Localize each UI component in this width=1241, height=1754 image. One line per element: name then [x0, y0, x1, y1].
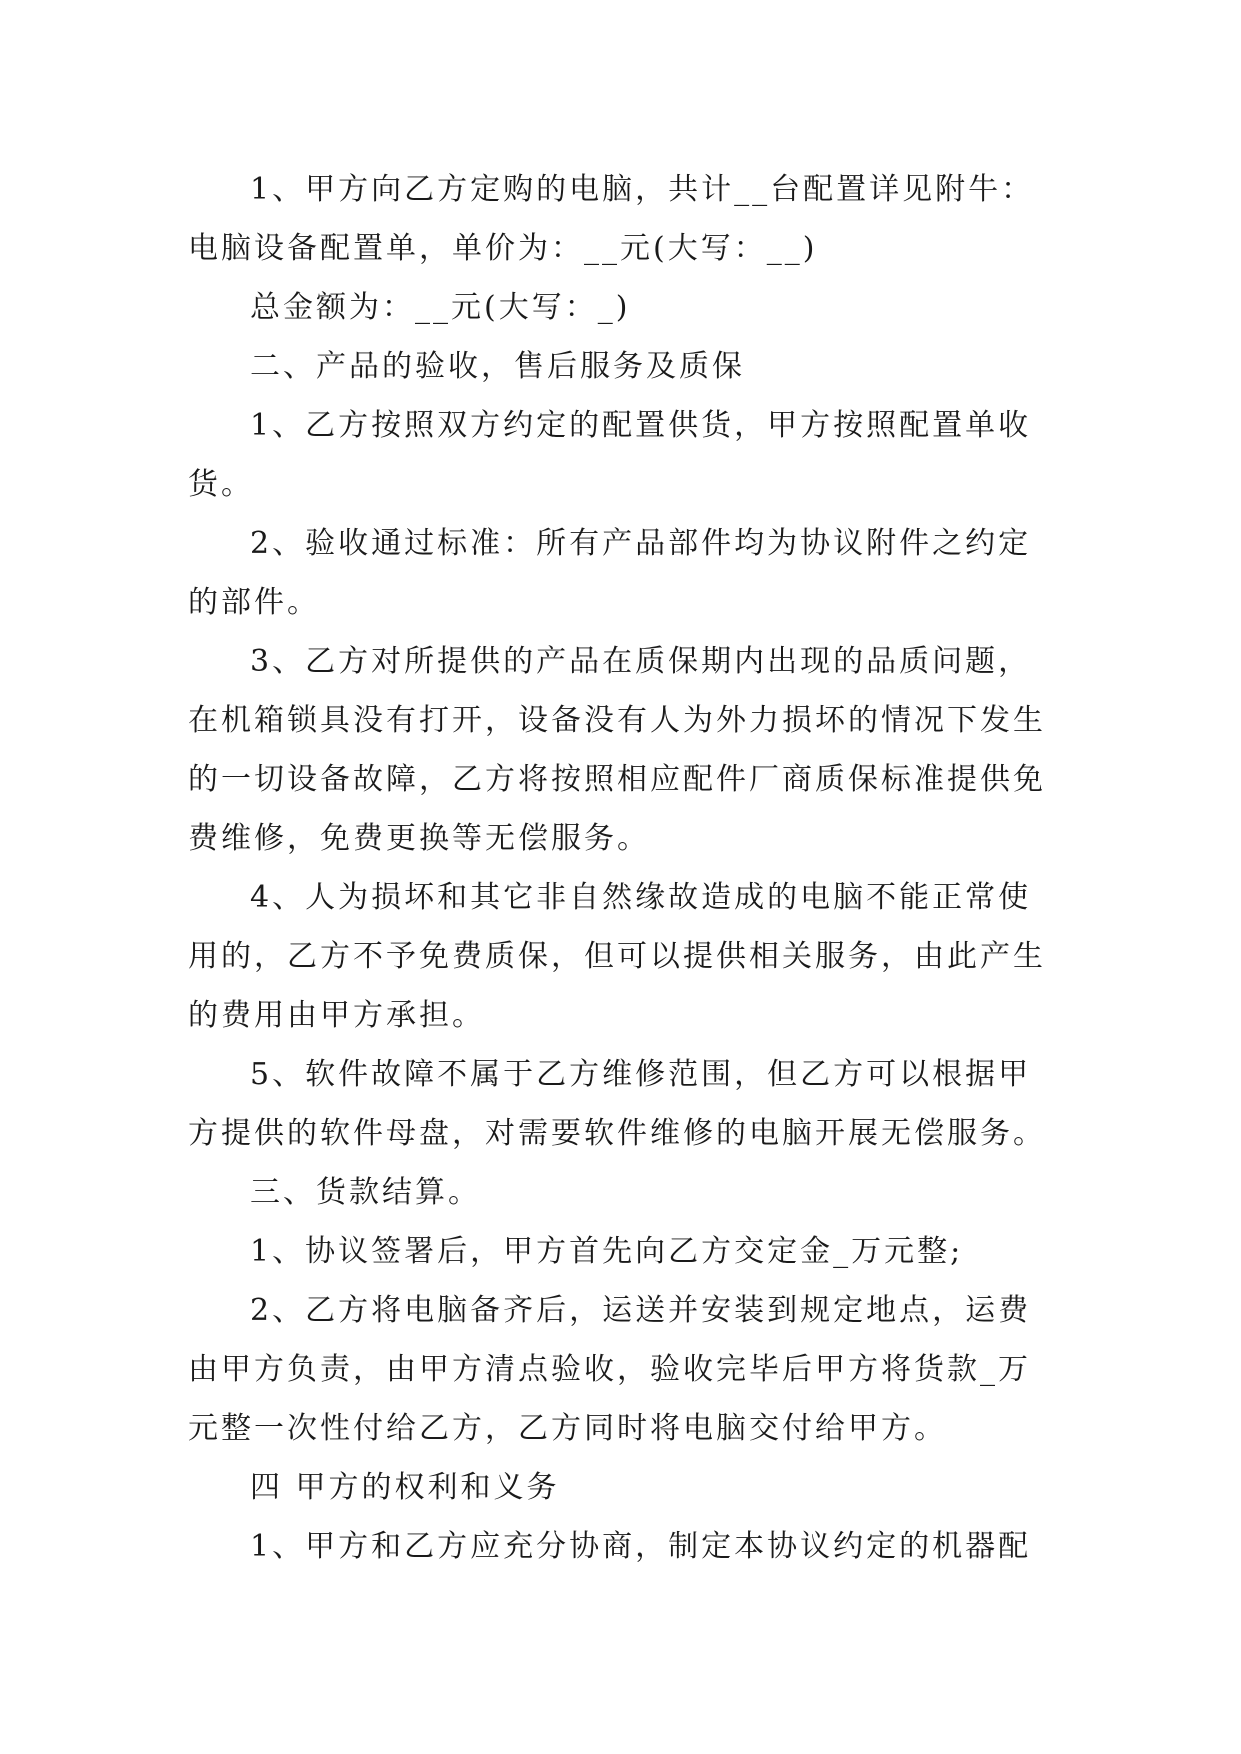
text-line: 的部件。	[188, 585, 320, 620]
text-line: 元整一次性付给乙方，乙方同时将电脑交付给甲方。	[188, 1411, 947, 1446]
document-body	[188, 160, 1073, 1576]
text-line: 1、乙方按照双方约定的配置供货，甲方按照配置单收	[250, 408, 1032, 443]
text-line: 用的，乙方不予免费质保，但可以提供相关服务，由此产生	[188, 939, 1046, 974]
text-line: 电脑设备配置单，单价为：__元(大写：__)	[188, 231, 818, 266]
text-line: 2、验收通过标准：所有产品部件均为协议附件之约定	[250, 526, 1032, 561]
text-line: 的一切设备故障，乙方将按照相应配件厂商质保标准提供免	[188, 762, 1046, 797]
section-heading: 三、货款结算。	[250, 1175, 481, 1210]
text-line: 1、甲方和乙方应充分协商，制定本协议约定的机器配	[250, 1529, 1032, 1564]
section-heading: 二、产品的验收，售后服务及质保	[250, 349, 745, 384]
text-line: 3、乙方对所提供的产品在质保期内出现的品质问题，	[250, 644, 1032, 679]
text-line: 的费用由甲方承担。	[188, 998, 485, 1033]
section-heading: 四 甲方的权利和义务	[250, 1470, 560, 1505]
text-line: 费维修，免费更换等无偿服务。	[188, 821, 650, 856]
text-line: 货。	[188, 467, 254, 502]
text-line: 总金额为：__元(大写：_)	[250, 290, 631, 325]
text-line: 在机箱锁具没有打开，设备没有人为外力损坏的情况下发生	[188, 703, 1046, 738]
text-line: 1、协议签署后，甲方首先向乙方交定金_万元整;	[250, 1234, 964, 1269]
text-line: 1、甲方向乙方定购的电脑，共计__台配置详见附牛：	[250, 172, 1035, 207]
text-line: 2、乙方将电脑备齐后，运送并安装到规定地点，运费	[250, 1293, 1032, 1328]
text-line: 由甲方负责，由甲方清点验收，验收完毕后甲方将货款_万	[188, 1352, 1031, 1387]
text-line: 5、软件故障不属于乙方维修范围，但乙方可以根据甲	[250, 1057, 1032, 1092]
text-line: 4、人为损坏和其它非自然缘故造成的电脑不能正常使	[250, 880, 1032, 915]
text-line: 方提供的软件母盘，对需要软件维修的电脑开展无偿服务。	[188, 1116, 1046, 1151]
